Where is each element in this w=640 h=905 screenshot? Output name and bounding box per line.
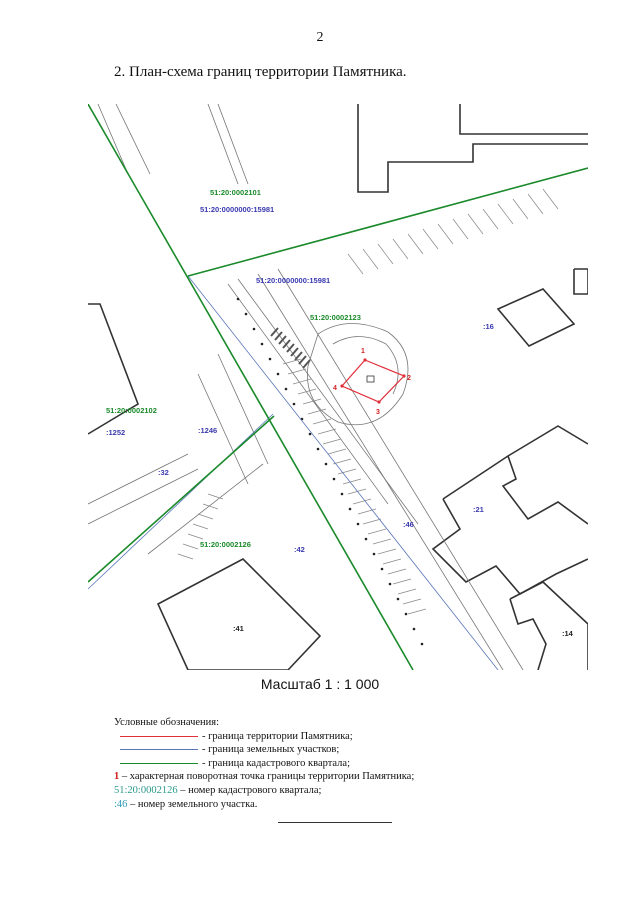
legend <box>114 716 414 811</box>
legend-quarter-text: - граница кадастрового квартала; <box>202 757 350 769</box>
legend-row-monument <box>114 730 414 744</box>
parcel-label-21: :21 <box>473 505 484 514</box>
legend-row-parcel <box>114 743 414 757</box>
quarter-label-2126: 51:20:0002126 <box>200 540 251 549</box>
legend-title: Условные обозначения: <box>114 717 220 728</box>
legend-parcel-number-text: – номер земельного участка. <box>130 798 258 810</box>
legend-row-parcel-number <box>114 798 414 812</box>
map-scale: Масштаб 1 : 1 000 <box>260 676 380 692</box>
turn-point-1-label: 1 <box>361 348 365 355</box>
legend-row-turn-point <box>114 770 414 784</box>
parcel-label-46: :46 <box>403 520 414 529</box>
parcel-label-1252: :1252 <box>106 428 126 437</box>
turn-point-4-label: 4 <box>333 385 337 392</box>
quarter-label-2101: 51:20:0002101 <box>210 188 261 197</box>
parcel-number-sample: :46 <box>114 798 128 810</box>
parcel-label-16: :16 <box>483 322 494 331</box>
turn-point-2-label: 2 <box>407 375 411 382</box>
parcel-label-14: :14 <box>562 629 573 638</box>
legend-monument-text: - граница территории Памятника; <box>202 730 353 742</box>
legend-parcel-text: - граница земельных участков; <box>202 744 340 756</box>
legend-quarter-number-text: – номер кадастрового квартала; <box>180 784 322 796</box>
cadastral-map <box>88 104 588 670</box>
parcel-label-42: :42 <box>294 545 305 554</box>
parcel-label-15981-top: 51:20:0000000:15981 <box>200 205 275 214</box>
turn-point-3-label: 3 <box>376 409 380 416</box>
quarter-label-2102: 51:20:0002102 <box>106 406 157 415</box>
monument-line-swatch <box>120 736 198 737</box>
parcel-label-32: :32 <box>158 468 169 477</box>
quarter-line-swatch <box>120 763 198 764</box>
page-number: 2 <box>316 30 324 45</box>
quarter-number-sample: 51:20:0002126 <box>114 784 178 796</box>
parcel-label-41: :41 <box>233 624 244 633</box>
section-heading: 2. План-схема границ территории Памятника. <box>114 64 407 80</box>
legend-row-quarter <box>114 757 414 771</box>
quarter-label-2123: 51:20:0002123 <box>310 313 361 322</box>
turn-point-sample: 1 <box>114 771 120 783</box>
parcel-line-swatch <box>120 749 198 750</box>
legend-turn-point-text: – характерная поворотная точка границы территории Памятника; <box>121 771 415 783</box>
parcel-label-15981-mid: 51:20:0000000:15981 <box>256 276 331 285</box>
legend-row-quarter-number <box>114 784 414 798</box>
bottom-rule <box>278 822 392 823</box>
parcel-label-1246: :1246 <box>198 426 218 435</box>
